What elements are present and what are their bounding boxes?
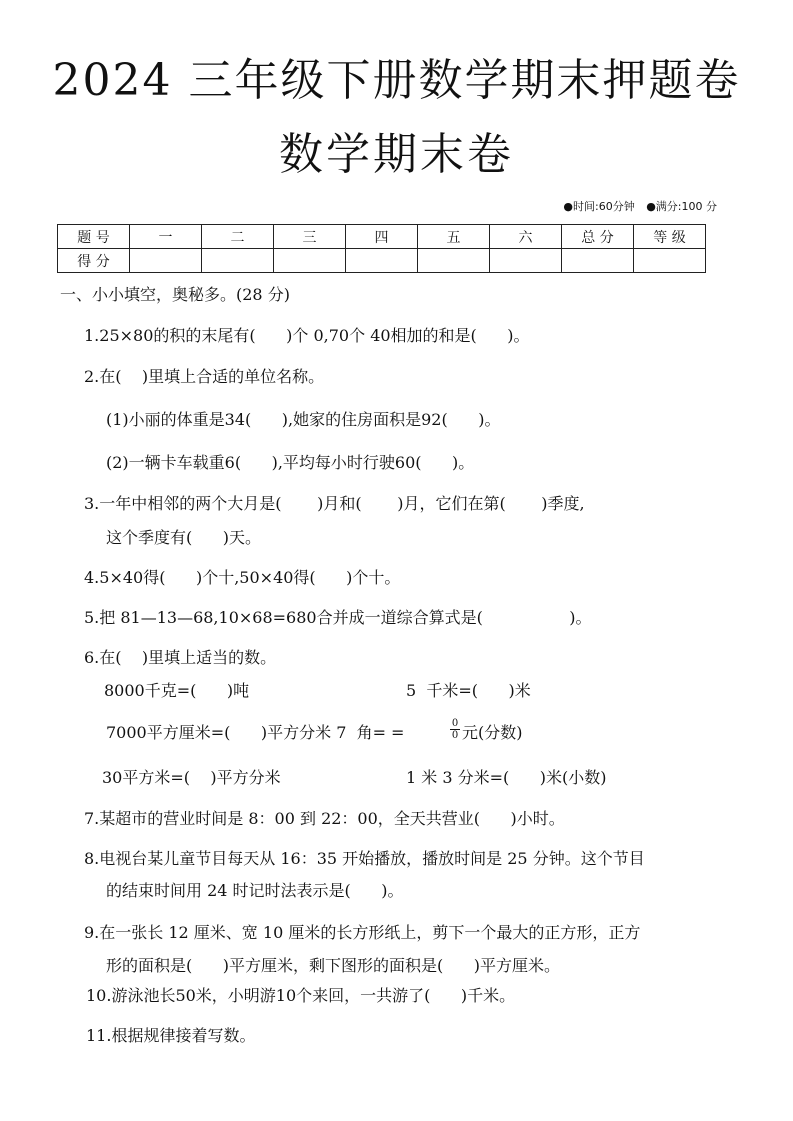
header-cell: 一 <box>130 225 202 249</box>
question-6: 6.在( )里填上适当的数。 <box>84 648 277 667</box>
score-cell[interactable] <box>346 249 418 273</box>
question-2-1: (1)小丽的体重是34( ),她家的住房面积是92( )。 <box>106 410 501 429</box>
section-heading: 一、小小填空，奥秘多。(28 分) <box>60 285 290 304</box>
score-cell[interactable] <box>490 249 562 273</box>
score-table-score-row <box>58 249 706 273</box>
score-table <box>57 224 706 273</box>
fraction-denominator: 0 <box>451 730 459 741</box>
header-cell: 题 号 <box>58 225 130 249</box>
q6-item-3: 7000平方厘米=( )平方分米 7 角= = <box>106 723 405 742</box>
q6-item-5: 1 米 3 分米=( )米(小数) <box>406 768 607 787</box>
fraction <box>450 718 460 741</box>
score-info: ●满分:100 分 <box>646 200 717 213</box>
q6-item-2: 5 千米=( )米 <box>406 681 531 700</box>
header-cell: 四 <box>346 225 418 249</box>
q6-item-1: 8000千克=( )吨 <box>104 681 250 700</box>
exam-subtitle: 数学期末卷 <box>279 129 514 180</box>
q6-item-3-tail: 元(分数) <box>462 723 523 742</box>
exam-title: 2024 三年级下册数学期末押题卷 <box>52 55 741 106</box>
question-4: 4.5×40得( )个十,50×40得( )个十。 <box>84 568 401 587</box>
time-info: ●时间:60分钟 <box>563 200 635 213</box>
question-3-cont: 这个季度有( )天。 <box>106 528 262 547</box>
header-cell: 三 <box>274 225 346 249</box>
header-cell: 总 分 <box>562 225 634 249</box>
question-8-cont: 的结束时间用 24 时记时法表示是( )。 <box>106 881 404 900</box>
question-2-2: (2)一辆卡车载重6( ),平均每小时行驶60( )。 <box>106 453 475 472</box>
question-2: 2.在( )里填上合适的单位名称。 <box>84 367 325 386</box>
score-cell[interactable] <box>274 249 346 273</box>
header-cell: 六 <box>490 225 562 249</box>
score-cell[interactable] <box>634 249 706 273</box>
header-cell: 等 级 <box>634 225 706 249</box>
question-8: 8.电视台某儿童节目每天从 16：35 开始播放，播放时间是 25 分钟。这个节目 <box>84 849 645 868</box>
score-cell[interactable] <box>202 249 274 273</box>
fraction-numerator: 0 <box>451 718 459 729</box>
question-3: 3.一年中相邻的两个大月是( )月和( )月，它们在第( )季度, <box>84 494 585 513</box>
score-table-header-row <box>58 225 706 249</box>
q6-item-4: 30平方米=( )平方分米 <box>102 768 281 787</box>
question-9-cont: 形的面积是( )平方厘米，剩下图形的面积是( )平方厘米。 <box>106 956 561 975</box>
score-cell[interactable] <box>130 249 202 273</box>
header-cell: 二 <box>202 225 274 249</box>
row-label-cell: 得 分 <box>58 249 130 273</box>
question-5: 5.把 81—13—68,10×68=680合并成一道综合算式是( )。 <box>84 608 592 627</box>
score-cell[interactable] <box>418 249 490 273</box>
score-cell[interactable] <box>562 249 634 273</box>
question-9: 9.在一张长 12 厘米、宽 10 厘米的长方形纸上，剪下一个最大的正方形，正方 <box>84 923 641 942</box>
question-11: 11.根据规律接着写数。 <box>86 1026 256 1045</box>
header-cell: 五 <box>418 225 490 249</box>
question-10: 10.游泳池长50米，小明游10个来回，一共游了( )千米。 <box>86 986 516 1005</box>
question-1: 1.25×80的积的末尾有( )个 0,70个 40相加的和是( )。 <box>84 326 530 345</box>
exam-meta <box>555 198 717 214</box>
question-7: 7.某超市的营业时间是 8：00 到 22：00，全天共营业( )小时。 <box>84 809 565 828</box>
